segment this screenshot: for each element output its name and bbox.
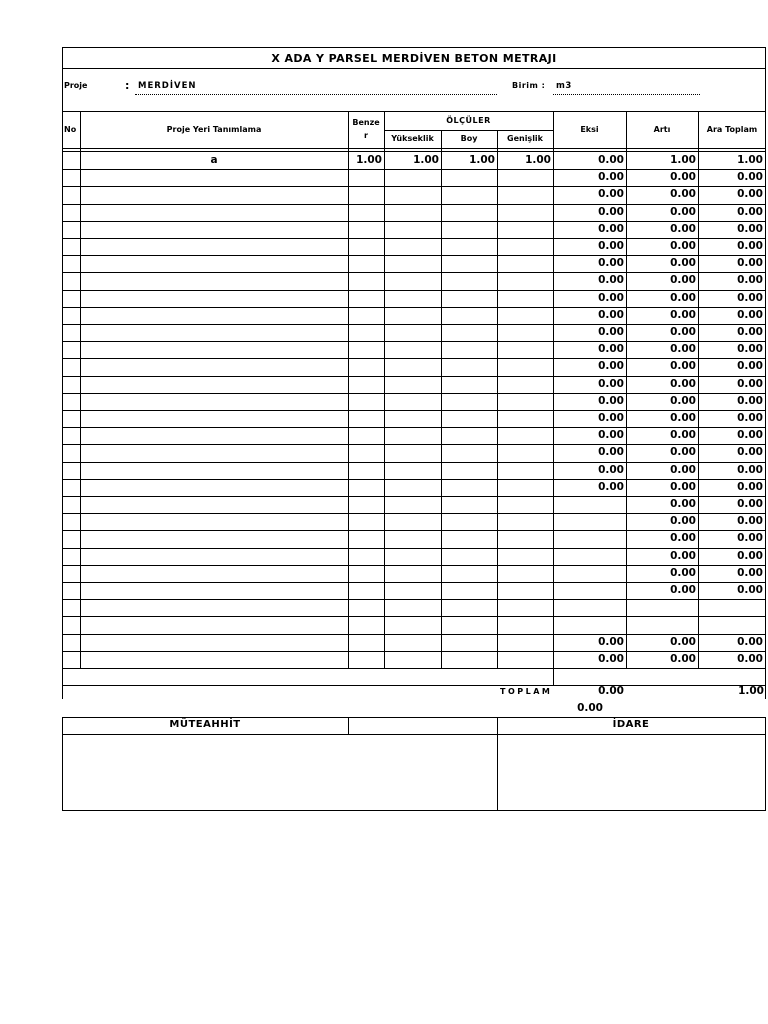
arti-cell: 0.00: [670, 567, 696, 579]
arti-cell: 0.00: [670, 498, 696, 510]
idare-label: İDARE: [612, 719, 650, 730]
toplam-label: TOPLAM: [500, 687, 553, 696]
ara-toplam-cell: 0.00: [737, 223, 763, 235]
arti-cell: 0.00: [670, 378, 696, 390]
row-line: [62, 651, 766, 652]
row-line: [62, 616, 766, 617]
ara-toplam-cell: 0.00: [737, 274, 763, 286]
footer-right-border: [765, 717, 766, 811]
eksi-cell: 0.00: [598, 326, 624, 338]
ara-toplam-cell: 0.00: [737, 636, 763, 648]
arti-cell: 0.00: [670, 653, 696, 665]
ara-toplam-cell: 0.00: [737, 653, 763, 665]
ara-toplam-cell: 0.00: [737, 498, 763, 510]
ara-toplam-cell: 0.00: [737, 343, 763, 355]
proje-value: MERDİVEN: [138, 81, 197, 91]
row-line: [62, 186, 766, 187]
arti-cell: 0.00: [670, 412, 696, 424]
row-line: [62, 204, 766, 205]
ara-toplam-cell: 0.00: [737, 360, 763, 372]
muteahhit-label: MÜTEAHHİT: [169, 719, 241, 730]
birim-label: Birim :: [512, 81, 546, 90]
ara-toplam-cell: 0.00: [737, 257, 763, 269]
arti-cell: 0.00: [670, 257, 696, 269]
column-line: [441, 148, 442, 668]
footer-top-line: [62, 717, 766, 718]
column-line: [80, 148, 81, 668]
footer-sep-header: [348, 717, 349, 734]
row-line: [62, 582, 766, 583]
arti-cell: 0.00: [670, 429, 696, 441]
proje-dotted-line: [135, 94, 497, 95]
row-line: [62, 444, 766, 445]
row-line: [62, 462, 766, 463]
eksi-cell: 0.00: [598, 653, 624, 665]
arti-cell: 0.00: [670, 171, 696, 183]
arti-cell: 0.00: [670, 532, 696, 544]
row-line: [62, 238, 766, 239]
eksi-cell: 0.00: [598, 223, 624, 235]
ara-toplam-cell: 0.00: [737, 532, 763, 544]
header-bottom-line: [62, 148, 766, 149]
row-line: [62, 255, 766, 256]
header-benzer-line1: Benze: [352, 118, 380, 127]
ara-toplam-cell: 0.00: [737, 429, 763, 441]
eksi-cell: 0.00: [598, 206, 624, 218]
toplam-ara-value: 1.00: [738, 685, 764, 697]
header-olculer: ÖLÇÜLER: [446, 116, 491, 125]
eksi-cell: 0.00: [598, 188, 624, 200]
row-line: [62, 272, 766, 273]
arti-cell: 0.00: [670, 326, 696, 338]
ara-toplam-cell: 0.00: [737, 395, 763, 407]
title-bottom-line: [62, 68, 766, 69]
eksi-cell: 0.00: [598, 257, 624, 269]
row-line: [62, 427, 766, 428]
boy-cell: 1.00: [469, 154, 495, 166]
ara-toplam-cell: 0.00: [737, 481, 763, 493]
eksi-cell: 0.00: [598, 343, 624, 355]
net-total-value: 0.00: [577, 702, 603, 714]
ara-toplam-cell: 0.00: [737, 464, 763, 476]
row-line: [62, 169, 766, 170]
row-line: [62, 410, 766, 411]
eksi-cell: 0.00: [598, 429, 624, 441]
toplam-bottom-line: [62, 685, 766, 686]
arti-cell: 0.00: [670, 464, 696, 476]
ara-toplam-cell: 0.00: [737, 292, 763, 304]
column-line: [497, 148, 498, 668]
ara-toplam-cell: 0.00: [737, 240, 763, 252]
ara-toplam-cell: 0.00: [737, 412, 763, 424]
yukseklik-cell: 1.00: [413, 154, 439, 166]
footer-sep-middle: [497, 717, 498, 811]
row-line: [62, 634, 766, 635]
eksi-cell: 0.00: [598, 481, 624, 493]
header-genislik: Genişlik: [507, 134, 543, 143]
arti-cell: 0.00: [670, 481, 696, 493]
row-line: [62, 307, 766, 308]
tanim-cell: a: [210, 154, 218, 166]
arti-cell: 0.00: [670, 188, 696, 200]
row-line: [62, 221, 766, 222]
ara-toplam-cell: 0.00: [737, 171, 763, 183]
header-sep-tanim: [348, 111, 349, 148]
eksi-cell: 0.00: [598, 154, 624, 166]
info-bottom-line: [62, 111, 766, 112]
row-line: [62, 341, 766, 342]
row-line: [62, 324, 766, 325]
eksi-cell: 0.00: [598, 240, 624, 252]
genislik-cell: 1.00: [525, 154, 551, 166]
header-no: No: [64, 125, 77, 134]
eksi-cell: 0.00: [598, 464, 624, 476]
arti-cell: 0.00: [670, 515, 696, 527]
footer-header-line: [62, 734, 766, 735]
ara-toplam-cell: 0.00: [737, 567, 763, 579]
ara-toplam-cell: 0.00: [737, 515, 763, 527]
header-boy: Boy: [460, 134, 478, 143]
row-line: [62, 565, 766, 566]
toplam-col-line: [553, 668, 554, 685]
ara-toplam-cell: 0.00: [737, 584, 763, 596]
arti-cell: 0.00: [670, 309, 696, 321]
arti-cell: 0.00: [670, 223, 696, 235]
ara-toplam-cell: 0.00: [737, 188, 763, 200]
row-line: [62, 668, 766, 669]
eksi-cell: 0.00: [598, 412, 624, 424]
arti-cell: 0.00: [670, 240, 696, 252]
frame-top-border: [62, 47, 766, 48]
arti-cell: 0.00: [670, 206, 696, 218]
header-benzer-line2: r: [364, 131, 368, 140]
arti-cell: 1.00: [670, 154, 696, 166]
row-line: [62, 496, 766, 497]
ara-toplam-cell: 0.00: [737, 378, 763, 390]
row-line: [62, 393, 766, 394]
row-line: [62, 479, 766, 480]
column-line: [348, 148, 349, 668]
toplam-eksi-value: 0.00: [598, 685, 624, 697]
header-ara-toplam: Ara Toplam: [706, 125, 758, 134]
eksi-cell: 0.00: [598, 309, 624, 321]
birim-dotted-line: [553, 94, 700, 95]
ara-toplam-cell: 0.00: [737, 446, 763, 458]
arti-cell: 0.00: [670, 584, 696, 596]
frame-left-border: [62, 47, 63, 699]
row-line: [62, 599, 766, 600]
proje-label: Proje: [64, 81, 88, 90]
document-title: X ADA Y PARSEL MERDİVEN BETON METRAJI: [271, 52, 557, 65]
toplam-col-line: [765, 668, 766, 685]
arti-cell: 0.00: [670, 274, 696, 286]
row-line: [62, 513, 766, 514]
column-line: [384, 148, 385, 668]
eksi-cell: 0.00: [598, 378, 624, 390]
header-double-line: [62, 151, 766, 152]
arti-cell: 0.00: [670, 446, 696, 458]
arti-cell: 0.00: [670, 343, 696, 355]
ara-toplam-cell: 0.00: [737, 550, 763, 562]
row-line: [62, 376, 766, 377]
header-yukseklik: Yükseklik: [391, 134, 434, 143]
row-line: [62, 358, 766, 359]
header-proje-yeri: Proje Yeri Tanımlama: [166, 125, 262, 134]
row-line: [62, 290, 766, 291]
eksi-cell: 0.00: [598, 446, 624, 458]
arti-cell: 0.00: [670, 292, 696, 304]
footer-bottom-line: [62, 810, 766, 811]
header-arti: Artı: [653, 125, 671, 134]
frame-right-border: [765, 47, 766, 699]
header-eksi: Eksi: [580, 125, 599, 134]
birim-value: m3: [556, 81, 572, 91]
row-line: [62, 530, 766, 531]
eksi-cell: 0.00: [598, 360, 624, 372]
eksi-cell: 0.00: [598, 171, 624, 183]
footer-left-border: [62, 717, 63, 811]
olculer-underline: [384, 130, 553, 131]
ara-toplam-cell: 0.00: [737, 206, 763, 218]
arti-cell: 0.00: [670, 550, 696, 562]
ara-toplam-cell: 1.00: [737, 154, 763, 166]
eksi-cell: 0.00: [598, 274, 624, 286]
eksi-cell: 0.00: [598, 395, 624, 407]
arti-cell: 0.00: [670, 636, 696, 648]
arti-cell: 0.00: [670, 360, 696, 372]
proje-colon: :: [125, 79, 130, 92]
row-line: [62, 548, 766, 549]
benzer-cell: 1.00: [356, 154, 382, 166]
ara-toplam-cell: 0.00: [737, 326, 763, 338]
eksi-cell: 0.00: [598, 636, 624, 648]
ara-toplam-cell: 0.00: [737, 309, 763, 321]
arti-cell: 0.00: [670, 395, 696, 407]
eksi-cell: 0.00: [598, 292, 624, 304]
